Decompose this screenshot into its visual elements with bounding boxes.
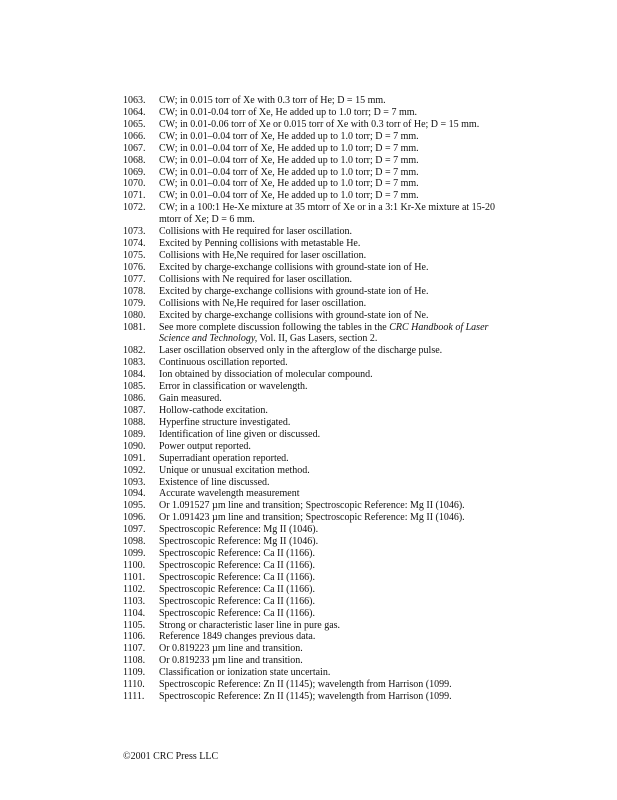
- footnote-text: [159, 500, 513, 512]
- footnote-item: [123, 679, 513, 691]
- footnote-item: [123, 310, 513, 322]
- footnote-number: 1072.: [123, 202, 146, 214]
- footnote-text: [159, 381, 513, 393]
- footnote-number: 1081.: [123, 321, 146, 333]
- footnote-text-main: Identification of line given or discussed.: [159, 428, 321, 440]
- footnote-number: 1079.: [123, 297, 146, 309]
- footnote-item: [123, 357, 513, 369]
- footnote-text: [159, 596, 513, 608]
- footnote-text-after: Vol. II, Gas Lasers, section 2.: [257, 333, 378, 345]
- footnote-text-main: CW; in 0.01-0.04 torr of Xe, He added up to 1.0 torr; D = 7 mm.: [159, 106, 418, 118]
- footnote-text-main: CW; in 0.01–0.04 torr of Xe, He added up to 1.0 torr; D = 7 mm.: [159, 166, 419, 178]
- footnote-item: [123, 155, 513, 167]
- footnote-text: [159, 631, 513, 643]
- footnote-number: 1108.: [123, 655, 146, 667]
- footnote-text: [159, 250, 513, 262]
- footnote-number: 1106.: [123, 631, 146, 643]
- footnote-text: [159, 190, 513, 202]
- footnote-text: [159, 369, 513, 381]
- footnote-text: [159, 608, 513, 620]
- footnote-text-main: CW; in 0.015 torr of Xe with 0.3 torr of He; D = 15 mm.: [159, 95, 386, 106]
- footnote-text-main: Reference 1849 changes previous data.: [159, 631, 316, 643]
- footnote-item: [123, 441, 513, 453]
- footnote-text-main: Existence of line discussed.: [159, 476, 270, 488]
- footnote-number: 1074.: [123, 238, 146, 250]
- footnote-number: 1101.: [123, 571, 146, 583]
- footnote-text-main: Unique or unusual excitation method.: [159, 464, 310, 476]
- footnote-text: [159, 667, 513, 679]
- footnote-number: 1109.: [123, 667, 146, 679]
- footnote-text-main: Collisions with He required for laser oscillation.: [159, 226, 353, 238]
- footnote-item: [123, 286, 513, 298]
- footnote-text: [159, 322, 513, 346]
- footnote-text-main: Hollow-cathode excitation.: [159, 404, 268, 416]
- footnote-text-main: Collisions with He,Ne required for laser oscillation.: [159, 249, 367, 261]
- footnote-number: 1097.: [123, 524, 146, 536]
- copyright-footer: ©2001 CRC Press LLC: [123, 751, 219, 762]
- footnote-text: [159, 155, 513, 167]
- footnote-number: 1086.: [123, 393, 146, 405]
- footnote-item: [123, 667, 513, 679]
- footnote-number: 1103.: [123, 595, 146, 607]
- footnote-item: [123, 572, 513, 584]
- footnote-text-main: Spectroscopic Reference: Zn II (1145); wavelength from Harrison (1099.: [159, 679, 452, 691]
- footnote-text: [159, 548, 513, 560]
- footnote-text-main: Spectroscopic Reference: Ca II (1166).: [159, 595, 315, 607]
- footnote-text: [159, 357, 513, 369]
- footnote-number: 1110.: [123, 679, 145, 691]
- footnote-text-main: CW; in a 100:1 He-Xe mixture at 35 mtorr of Xe or in a 3:1 Kr-Xe mixture at 15-20 mtorr of Xe; D = 6 mm.: [159, 202, 496, 226]
- footnote-text-main: Excited by Penning collisions with metastable He.: [159, 238, 361, 250]
- footnote-text: [159, 691, 513, 703]
- footnote-text-main: Spectroscopic Reference: Ca II (1166).: [159, 571, 315, 583]
- footnote-text-main: Power output reported.: [159, 440, 251, 452]
- footnote-text: [159, 417, 513, 429]
- footnote-text: [159, 429, 513, 441]
- footnote-item: [123, 322, 513, 346]
- footnote-text-main: CW; in 0.01–0.04 torr of Xe, He added up to 1.0 torr; D = 7 mm.: [159, 154, 419, 166]
- footnote-item: [123, 512, 513, 524]
- footnote-item: [123, 369, 513, 381]
- footnote-text: [159, 143, 513, 155]
- footnote-text: [159, 512, 513, 524]
- footnote-number: 1073.: [123, 226, 146, 238]
- footnote-text: [159, 178, 513, 190]
- footnote-number: 1067.: [123, 142, 146, 154]
- footnote-item: [123, 488, 513, 500]
- footnote-number: 1107.: [123, 643, 146, 655]
- footnote-item: [123, 405, 513, 417]
- footnote-number: 1100.: [123, 559, 146, 571]
- footnote-number: 1075.: [123, 249, 146, 261]
- footnote-number: 1095.: [123, 500, 146, 512]
- footnote-text-main: Spectroscopic Reference: Mg II (1046).: [159, 536, 319, 548]
- footnote-text: [159, 536, 513, 548]
- footnote-item: [123, 262, 513, 274]
- footnote-number: 1093.: [123, 476, 146, 488]
- footnote-text-main: Collisions with Ne required for laser oscillation.: [159, 273, 353, 285]
- footnote-item: [123, 202, 513, 226]
- footnote-item: [123, 655, 513, 667]
- footnote-item: [123, 691, 513, 703]
- footnote-text: [159, 262, 513, 274]
- footnote-text: [159, 310, 513, 322]
- footnote-text-main: Spectroscopic Reference: Mg II (1046).: [159, 524, 319, 536]
- footnote-text-main: Excited by charge-exchange collisions with ground-state ion of He.: [159, 285, 429, 297]
- footnote-text-main: Gain measured.: [159, 393, 222, 405]
- footnote-number: 1077.: [123, 273, 146, 285]
- footnote-number: 1082.: [123, 345, 146, 357]
- footnote-text-main: Spectroscopic Reference: Ca II (1166).: [159, 548, 315, 560]
- footnote-number: 1078.: [123, 285, 146, 297]
- footnote-text: [159, 453, 513, 465]
- footnote-item: [123, 536, 513, 548]
- footnote-text-main: CW; in 0.01-0.06 torr of Xe or 0.015 torr of Xe with 0.3 torr of He; D = 15 mm.: [159, 118, 480, 130]
- footnote-item: [123, 620, 513, 632]
- footnote-text-main: CW; in 0.01–0.04 torr of Xe, He added up to 1.0 torr; D = 7 mm.: [159, 178, 419, 190]
- footnote-item: [123, 298, 513, 310]
- footnote-item: [123, 381, 513, 393]
- footnote-text-main: Or 1.091527 µm line and transition; Spectroscopic Reference: Mg II (1046).: [159, 500, 465, 512]
- footnote-text-main: Continuous oscillation reported.: [159, 357, 288, 369]
- footnote-text-main: Classification or ionization state uncertain.: [159, 667, 331, 679]
- footnote-item: [123, 250, 513, 262]
- footnote-item: [123, 95, 513, 107]
- footnote-text: [159, 441, 513, 453]
- footnote-item: [123, 143, 513, 155]
- footnote-number: 1068.: [123, 154, 146, 166]
- footnote-item: [123, 393, 513, 405]
- footnote-number: 1088.: [123, 416, 146, 428]
- footnote-text: [159, 572, 513, 584]
- footnote-item: [123, 190, 513, 202]
- footnote-item: [123, 548, 513, 560]
- footnote-item: [123, 178, 513, 190]
- footnote-number: 1089.: [123, 428, 146, 440]
- footnote-text: [159, 477, 513, 489]
- footnote-item: [123, 107, 513, 119]
- footnote-number: 1084.: [123, 369, 146, 381]
- footnote-number: 1102.: [123, 583, 146, 595]
- footnote-item: [123, 167, 513, 179]
- footnote-text: [159, 298, 513, 310]
- footnote-text-main: Ion obtained by dissociation of molecular compound.: [159, 369, 373, 381]
- footnote-text: [159, 488, 513, 500]
- footnote-number: 1085.: [123, 381, 146, 393]
- footnote-item: [123, 131, 513, 143]
- footnote-item: [123, 631, 513, 643]
- footnote-text: [159, 226, 513, 238]
- footnote-text: [159, 679, 513, 691]
- footnote-text-main: CW; in 0.01–0.04 torr of Xe, He added up to 1.0 torr; D = 7 mm.: [159, 190, 419, 202]
- footnote-text-main: Excited by charge-exchange collisions with ground-state ion of He.: [159, 261, 429, 273]
- footnote-text-main: CW; in 0.01–0.04 torr of Xe, He added up to 1.0 torr; D = 7 mm.: [159, 142, 419, 154]
- footnote-number: 1098.: [123, 536, 146, 548]
- footnote-text-main: Or 0.819233 µm line and transition.: [159, 655, 303, 667]
- footnote-text: [159, 274, 513, 286]
- footnote-item: [123, 429, 513, 441]
- footnote-item: [123, 608, 513, 620]
- footnote-item: [123, 524, 513, 536]
- footnote-text-main: CW; in 0.01–0.04 torr of Xe, He added up to 1.0 torr; D = 7 mm.: [159, 130, 419, 142]
- footnote-text: [159, 560, 513, 572]
- footnote-item: [123, 596, 513, 608]
- footnote-number: 1094.: [123, 488, 146, 500]
- footnote-text-main: Collisions with Ne,He required for laser oscillation.: [159, 297, 367, 309]
- footnote-number: 1063.: [123, 95, 146, 106]
- footnote-text: [159, 393, 513, 405]
- footnote-text: [159, 202, 513, 226]
- footnote-text: [159, 584, 513, 596]
- footnote-number: 1083.: [123, 357, 146, 369]
- footnote-text-main: Laser oscillation observed only in the afterglow of the discharge pulse.: [159, 345, 443, 357]
- footnote-number: 1092.: [123, 464, 146, 476]
- footnote-number: 1064.: [123, 106, 146, 118]
- footnote-text-main: Spectroscopic Reference: Ca II (1166).: [159, 607, 315, 619]
- footnote-item: [123, 584, 513, 596]
- footnote-number: 1111.: [123, 691, 145, 703]
- footnote-text: [159, 643, 513, 655]
- footnote-text-main: Strong or characteristic laser line in pure gas.: [159, 619, 341, 631]
- footnote-number: 1099.: [123, 548, 146, 560]
- footnote-text-main: Accurate wavelength measurement: [159, 488, 300, 500]
- footnote-item: [123, 226, 513, 238]
- footnote-text: [159, 95, 513, 107]
- footnote-text-main: Error in classification or wavelength.: [159, 381, 308, 393]
- footnote-item: [123, 417, 513, 429]
- footnote-number: 1080.: [123, 309, 146, 321]
- footnote-text: [159, 167, 513, 179]
- footnote-item: [123, 643, 513, 655]
- book-title: CRC Handbook of Laser Science and Technology,: [159, 321, 489, 345]
- footnote-number: 1066.: [123, 130, 146, 142]
- footnote-number: 1076.: [123, 261, 146, 273]
- footnote-text-main: See more complete discussion following the tables in the: [159, 321, 390, 333]
- footnote-number: 1104.: [123, 607, 146, 619]
- footnote-text-main: Hyperfine structure investigated.: [159, 416, 291, 428]
- footnote-number: 1087.: [123, 404, 146, 416]
- footnote-text: [159, 655, 513, 667]
- footnote-text: [159, 286, 513, 298]
- footnote-item: [123, 560, 513, 572]
- footnote-text-main: Spectroscopic Reference: Zn II (1145); wavelength from Harrison (1099.: [159, 691, 452, 703]
- footnote-item: [123, 119, 513, 131]
- footnote-text-main: Superradiant operation reported.: [159, 452, 289, 464]
- footnote-item: [123, 500, 513, 512]
- footnote-item: [123, 453, 513, 465]
- footnote-number: 1069.: [123, 166, 146, 178]
- footnote-text: [159, 465, 513, 477]
- footnote-text: [159, 119, 513, 131]
- footnote-item: [123, 238, 513, 250]
- footnote-number: 1096.: [123, 512, 146, 524]
- footnote-number: 1070.: [123, 178, 146, 190]
- footnote-number: 1071.: [123, 190, 146, 202]
- footnote-item: [123, 465, 513, 477]
- footnote-text: [159, 107, 513, 119]
- footnote-list: [123, 95, 513, 703]
- footnote-item: [123, 477, 513, 489]
- footnote-text: [159, 131, 513, 143]
- footnote-text: [159, 620, 513, 632]
- footnote-number: 1091.: [123, 452, 146, 464]
- footnote-text-main: Spectroscopic Reference: Ca II (1166).: [159, 583, 315, 595]
- footnote-text-main: Or 1.091423 µm line and transition; Spectroscopic Reference: Mg II (1046).: [159, 512, 465, 524]
- footnote-number: 1065.: [123, 118, 146, 130]
- footnote-number: 1105.: [123, 619, 146, 631]
- footnote-text-main: Excited by charge-exchange collisions with ground-state ion of Ne.: [159, 309, 429, 321]
- footnote-text-main: Or 0.819223 µm line and transition.: [159, 643, 303, 655]
- footnote-number: 1090.: [123, 440, 146, 452]
- footnote-item: [123, 274, 513, 286]
- footnote-text: [159, 524, 513, 536]
- footnote-item: [123, 345, 513, 357]
- footnote-text: [159, 405, 513, 417]
- footnote-text-main: Spectroscopic Reference: Ca II (1166).: [159, 559, 315, 571]
- footnote-text: [159, 345, 513, 357]
- footnote-text: [159, 238, 513, 250]
